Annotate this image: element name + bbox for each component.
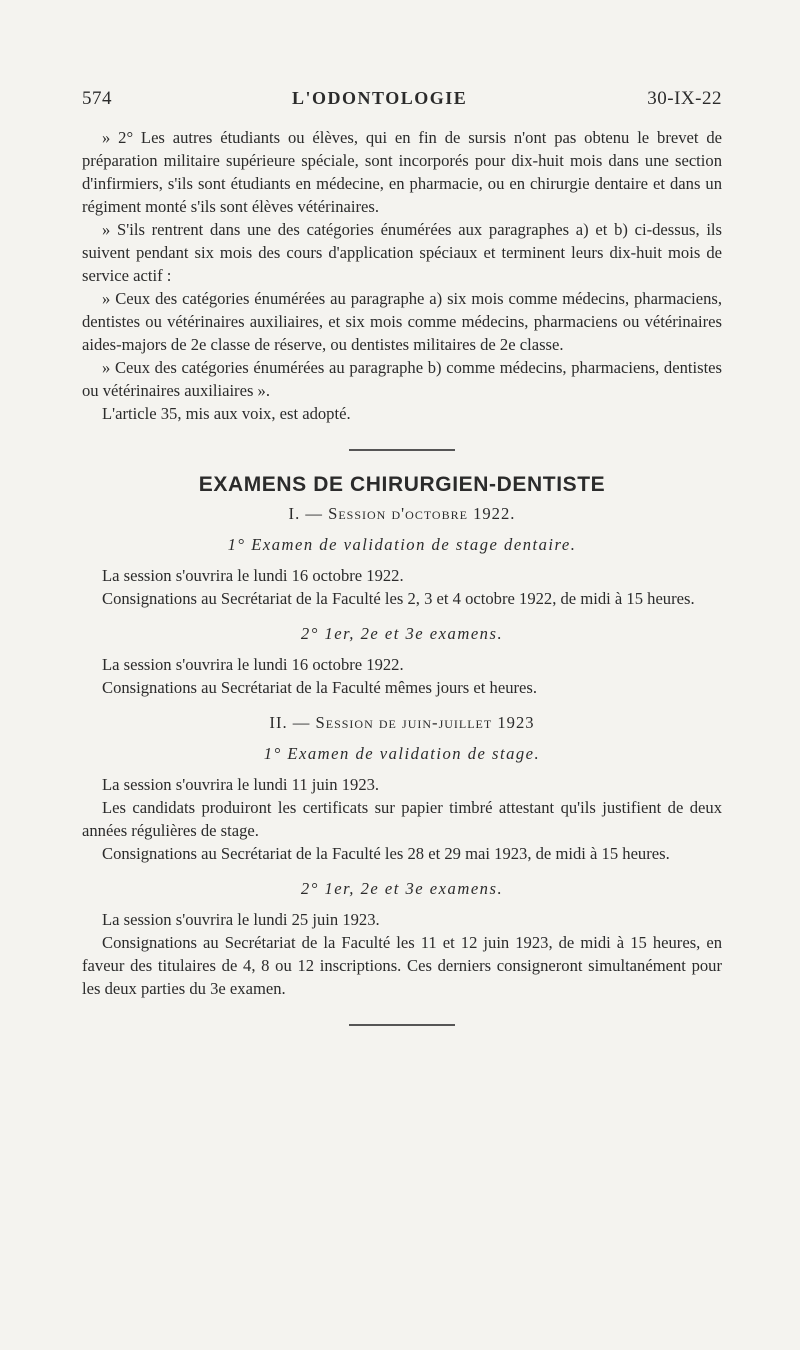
session-1-exam-1-paragraph-1: La session s'ouvrira le lundi 16 octobre 1922. (102, 566, 404, 585)
session-1-exam-1-heading: 1° Examen de validation de stage dentaire. (227, 535, 577, 554)
section-divider (349, 449, 455, 451)
intro-paragraph-3: » Ceux des catégories énumérées au paragraphe a) six mois comme médecins, pharmaciens, dentistes ou vétérinaires auxiliaires, et six mois comme médecins, pharmaciens ou vétérinaires aides-majors de 2e classe de réserve, ou dentistes militaires de 2e classe. (82, 289, 722, 354)
session-2-exam-2-paragraph-1: La session s'ouvrira le lundi 25 juin 1923. (102, 910, 380, 929)
session-1-exam-2-paragraph-1: La session s'ouvrira le lundi 16 octobre 1922. (102, 655, 404, 674)
intro-paragraph-5: L'article 35, mis aux voix, est adopté. (102, 404, 351, 423)
session-2-exam-1-heading: 1° Examen de validation de stage. (263, 744, 541, 763)
end-divider (349, 1024, 455, 1026)
intro-paragraph-2: » S'ils rentrent dans une des catégories énumérées aux paragraphes a) et b) ci-dessus, ils suivent pendant six mois des cours d'application spéciaux et terminent leurs dix-huit mois de service actif : (82, 220, 722, 285)
section-title: EXAMENS DE CHIRURGIEN-DENTISTE (198, 473, 606, 496)
page-body (82, 126, 722, 1026)
session-2-exam-2-heading: 2° 1er, 2e et 3e examens. (300, 879, 504, 898)
page-number: 574 (82, 88, 112, 109)
session-2-exam-1-paragraph-2: Les candidats produiront les certificats sur papier timbré attestant qu'ils justifient de deux années régulières de stage. (82, 798, 722, 840)
issue-date: 30-IX-22 (647, 88, 722, 109)
session-1-exam-2-heading: 2° 1er, 2e et 3e examens. (300, 624, 504, 643)
intro-paragraph-1: » 2° Les autres étudiants ou élèves, qui en fin de sursis n'ont pas obtenu le brevet de préparation militaire supérieure spéciale, sont incorporés pour dix-huit mois dans une section d'infirmiers, s'ils sont étudiants en médecine, en pharmacie, ou en chirurgie dentaire et dans un régiment monté s'ils sont élèves vétérinaires. (82, 128, 722, 216)
intro-paragraph-4: » Ceux des catégories énumérées au paragraphe b) comme médecins, pharmaciens, dentistes ou vétérinaires auxiliaires ». (82, 358, 722, 400)
session-1-exam-2-paragraph-2: Consignations au Secrétariat de la Faculté mêmes jours et heures. (102, 678, 537, 697)
session-2-heading: II. — Session de juin-juillet 1923 (269, 713, 535, 732)
session-2-exam-1-paragraph-3: Consignations au Secrétariat de la Faculté les 28 et 29 mai 1923, de midi à 15 heures. (102, 844, 670, 863)
session-1-exam-1-paragraph-2: Consignations au Secrétariat de la Faculté les 2, 3 et 4 octobre 1922, de midi à 15 heures. (102, 589, 695, 608)
session-1-heading: I. — Session d'octobre 1922. (288, 504, 516, 523)
journal-title: L'ODONTOLOGIE (292, 88, 468, 108)
running-header (82, 88, 722, 110)
session-2-exam-1-paragraph-1: La session s'ouvrira le lundi 11 juin 1923. (102, 775, 380, 794)
session-2-exam-2-paragraph-2: Consignations au Secrétariat de la Faculté les 11 et 12 juin 1923, de midi à 15 heures, en faveur des titulaires de 4, 8 ou 12 inscriptions. Ces derniers consigneront simultanément pour les deux parties du 3e examen. (82, 933, 722, 998)
